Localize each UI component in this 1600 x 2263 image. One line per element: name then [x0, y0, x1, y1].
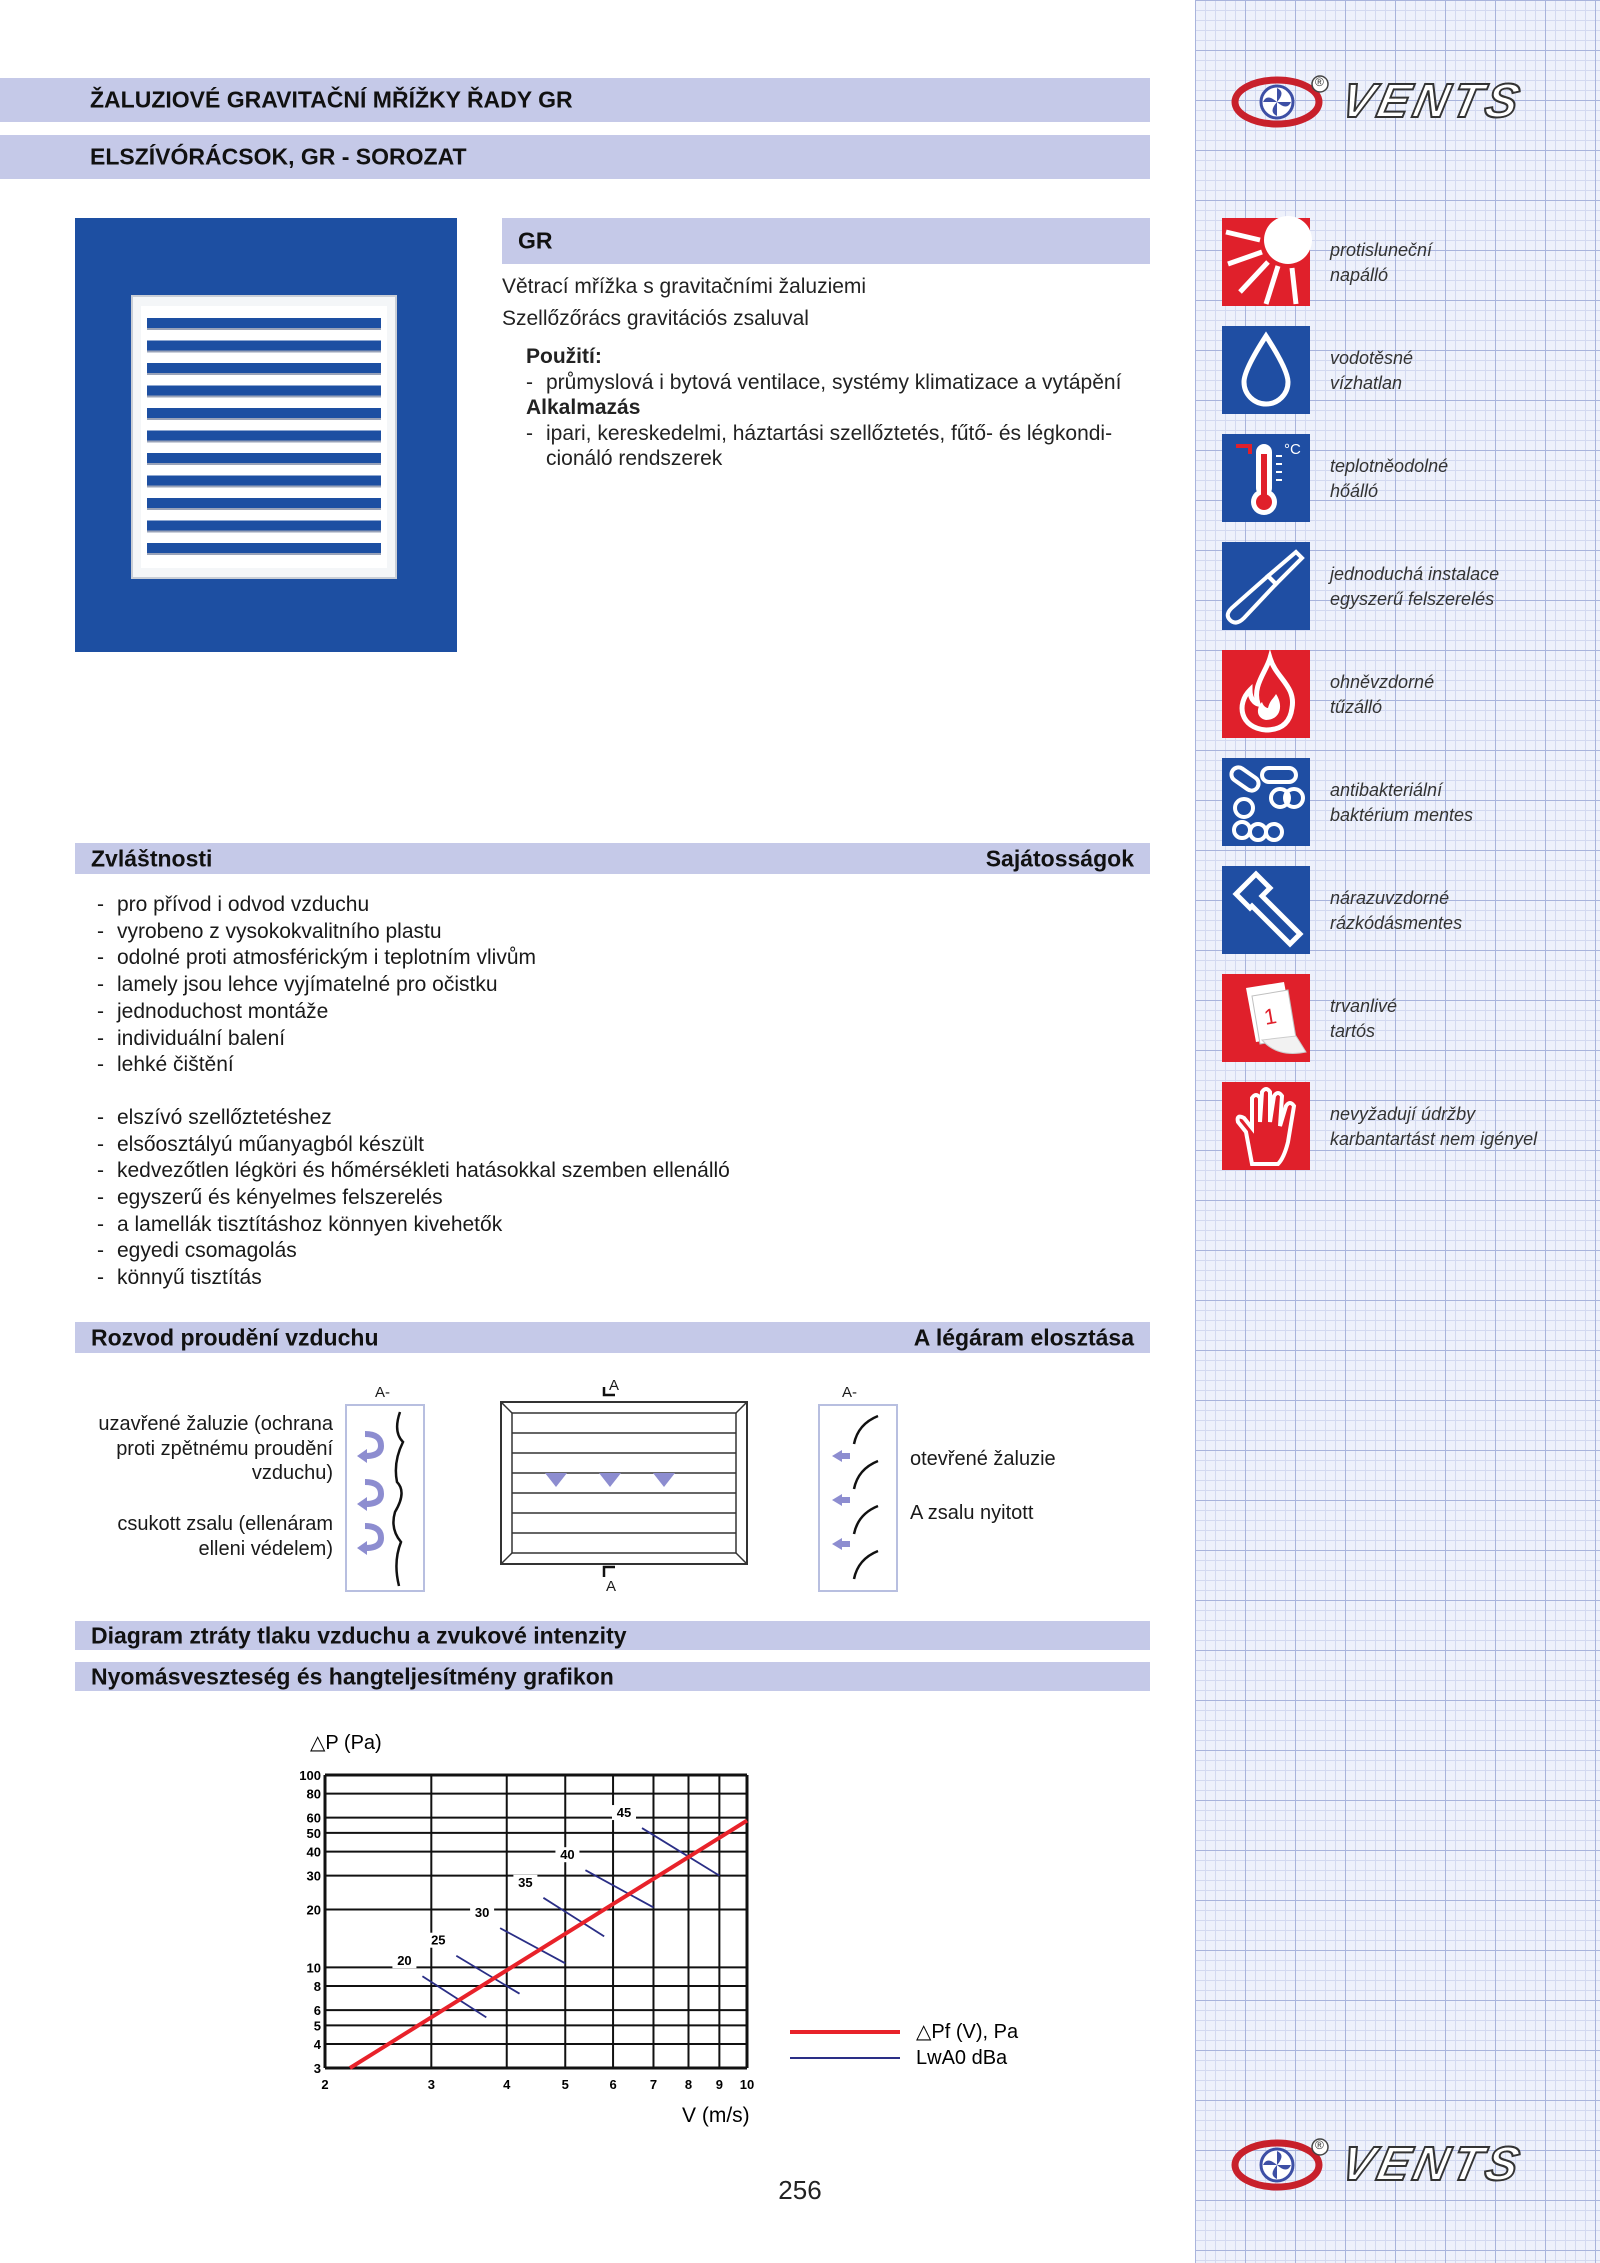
- brand-logo-top: ® VENTS: [1232, 72, 1564, 130]
- diagram-title-hu: Nyomásveszteség és hangteljesítmény grafikon: [75, 1662, 1150, 1691]
- x-tick-label: 8: [684, 2077, 693, 2092]
- y-tick-label: 100: [299, 1768, 321, 1783]
- feature-flame: [1222, 650, 1562, 738]
- grille-front-diagram: A A: [495, 1377, 755, 1602]
- features-section-bar: Zvláštnosti Sajátosságok: [75, 843, 1150, 874]
- feature-hu-3: - egyszerű és kényelmes felszerelés: [97, 1185, 1147, 1212]
- closed-louver-label-cz: uzavřené žaluzie (ochrana proti zpětnému proudění vzduchu): [98, 1413, 333, 1484]
- open-louver-label-hu: A zsalu nyitott: [910, 1502, 1034, 1524]
- page-number: 256: [778, 2175, 822, 2205]
- y-tick-label: 80: [306, 1786, 321, 1802]
- y-tick-label: 4: [313, 2036, 321, 2052]
- feature-hammer: [1222, 866, 1562, 954]
- legend-label-pressure: △Pf (V), Pa: [916, 2021, 1019, 2043]
- x-tick-label: 9: [715, 2077, 723, 2092]
- feature-cz-4: - jednoduchost montáže: [97, 999, 1147, 1026]
- hammer-icon: [1222, 866, 1310, 954]
- y-tick-label: 40: [306, 1844, 321, 1860]
- y-tick-label: 20: [306, 1902, 321, 1918]
- feature-hu-6: - könnyű tisztítás: [97, 1265, 1147, 1292]
- feature-label: jednoduchá instalace egyszerű felszerelés: [1330, 564, 1500, 609]
- x-tick-label: 6: [609, 2077, 617, 2092]
- desc-hu: Szellőzőrács gravitációs zsaluval: [502, 307, 809, 330]
- use-cz: - průmyslová i bytová ventilace, systémy klimatizace a vytápění: [526, 370, 1152, 395]
- feature-hu-2: - kedvezőtlen légköri és hőmérsékleti hatásokkal szemben ellenálló: [97, 1158, 1147, 1185]
- pressure-chart: [280, 1725, 1019, 2127]
- flame-icon: [1222, 650, 1310, 738]
- feature-hu-4: - a lamellák tisztításhoz könnyen kivehetők: [97, 1212, 1147, 1239]
- product-photo: [75, 218, 457, 652]
- series-line-0: [350, 1821, 747, 2068]
- sound-label-45: 45: [616, 1805, 632, 1821]
- airflow-section-bar: Rozvod proudění vzduchu A légáram elosztása: [75, 1322, 1150, 1353]
- desc-cz: Větrací mřížka s gravitačními žaluziemi: [502, 275, 867, 298]
- y-tick-label: 3: [313, 2061, 321, 2076]
- feature-label: vodotěsné vízhatlan: [1330, 348, 1414, 393]
- header-title-hu: ELSZÍVÓRÁCSOK, GR - SOROZAT: [0, 135, 1150, 179]
- feature-cz-0: - pro přívod i odvod vzduchu: [97, 892, 1147, 919]
- sound-line-25: [456, 1956, 519, 1994]
- use-title-cz: Použití:: [526, 345, 602, 368]
- feature-label: protisluneční napálló: [1330, 240, 1433, 285]
- x-tick-label: 2: [321, 2077, 329, 2092]
- x-tick-label: 3: [427, 2077, 435, 2092]
- svg-text:°C: °C: [1284, 441, 1301, 458]
- bacteria-icon: [1222, 758, 1310, 846]
- y-tick-label: 5: [313, 2018, 321, 2034]
- product-description: [502, 274, 1152, 471]
- thermometer-icon: [1222, 434, 1310, 522]
- feature-cz-6: - lehké čištění: [97, 1052, 1147, 1079]
- feature-sun: [1222, 218, 1562, 306]
- x-axis-label: V (m/s): [682, 2104, 750, 2127]
- y-tick-label: 6: [313, 2003, 321, 2019]
- feature-bacteria: [1222, 758, 1562, 846]
- open-louver-label-cz: otevřené žaluzie: [910, 1448, 1056, 1470]
- feature-label: nárazuvzdorné rázkódásmentes: [1330, 888, 1463, 933]
- sound-label-35: 35: [518, 1874, 533, 1890]
- use-hu: - ipari, kereskedelmi, háztartási szellőztetés, fűtő- és légkondi-cionáló rendszerek: [526, 421, 1152, 471]
- svg-text:1: 1: [1262, 1003, 1279, 1030]
- feature-hu-5: - egyedi csomagolás: [97, 1238, 1147, 1265]
- pressure-chart-svg: [280, 1725, 1019, 2127]
- sound-label-20: 20: [397, 1953, 412, 1969]
- sound-line-30: [500, 1928, 565, 1963]
- y-axis-label: △P (Pa): [310, 1732, 382, 1754]
- x-tick-label: 7: [649, 2077, 658, 2092]
- product-code-bar: GR: [502, 218, 1150, 264]
- x-tick-label: 10: [739, 2077, 755, 2092]
- feature-hand: [1222, 1082, 1562, 1170]
- feature-cz-2: - odolné proti atmosférickým i teplotním vlivům: [97, 945, 1147, 972]
- y-tick-label: 50: [306, 1825, 321, 1841]
- feature-cz-3: - lamely jsou lehce vyjímatelné pro očistku: [97, 972, 1147, 999]
- y-tick-label: 10: [306, 1960, 321, 1976]
- feature-label: ohněvzdorné tűzálló: [1330, 672, 1435, 717]
- feature-cz-5: - individuální balení: [97, 1026, 1147, 1053]
- feature-cz-1: - vyrobeno z vysokokvalitního plastu: [97, 919, 1147, 946]
- legend-label-sound: LwA0 dBa: [916, 2047, 1008, 2069]
- screwdriver-icon: [1222, 542, 1310, 630]
- y-tick-label: 60: [306, 1810, 321, 1826]
- closed-louver-label-hu: csukott zsalu (ellenáram elleni védelem): [117, 1513, 333, 1560]
- header-title-cz: ŽALUZIOVÉ GRAVITAČNÍ MŘÍŽKY ŘADY GR: [0, 78, 1150, 122]
- sound-label-25: 25: [431, 1932, 446, 1948]
- water-drop-icon: [1222, 326, 1310, 414]
- feature-calendar: [1222, 974, 1562, 1062]
- feature-label: trvanlivé tartós: [1330, 996, 1398, 1041]
- y-tick-label: 30: [306, 1868, 321, 1884]
- y-tick-label: 8: [313, 1979, 321, 1995]
- diagram-title-cz: Diagram ztráty tlaku vzduchu a zvukové intenzity: [75, 1621, 1150, 1650]
- features-list: [97, 892, 1147, 1292]
- feature-hu-1: - elsőosztályú műanyagból készült: [97, 1132, 1147, 1159]
- feature-hu-0: - elszívó szellőztetéshez: [97, 1105, 1147, 1132]
- hand-icon: [1222, 1082, 1310, 1170]
- feature-thermometer: [1222, 434, 1562, 522]
- use-title-hu: Alkalmazás: [526, 396, 641, 419]
- x-tick-label: 4: [503, 2077, 511, 2092]
- sun-icon: [1222, 218, 1310, 306]
- feature-label: antibakteriální baktérium mentes: [1330, 780, 1474, 825]
- feature-screwdriver: [1222, 542, 1562, 630]
- calendar-icon: [1222, 974, 1310, 1062]
- feature-water-drop: [1222, 326, 1562, 414]
- brand-logo-bottom: ® VENTS: [1232, 2135, 1564, 2193]
- feature-label: teplotněodolné hőálló: [1330, 456, 1449, 501]
- feature-label: nevyžadují údržby karbantartást nem igényel: [1330, 1104, 1538, 1149]
- x-tick-label: 5: [561, 2077, 569, 2092]
- sound-label-40: 40: [560, 1847, 575, 1863]
- sound-label-30: 30: [474, 1905, 490, 1921]
